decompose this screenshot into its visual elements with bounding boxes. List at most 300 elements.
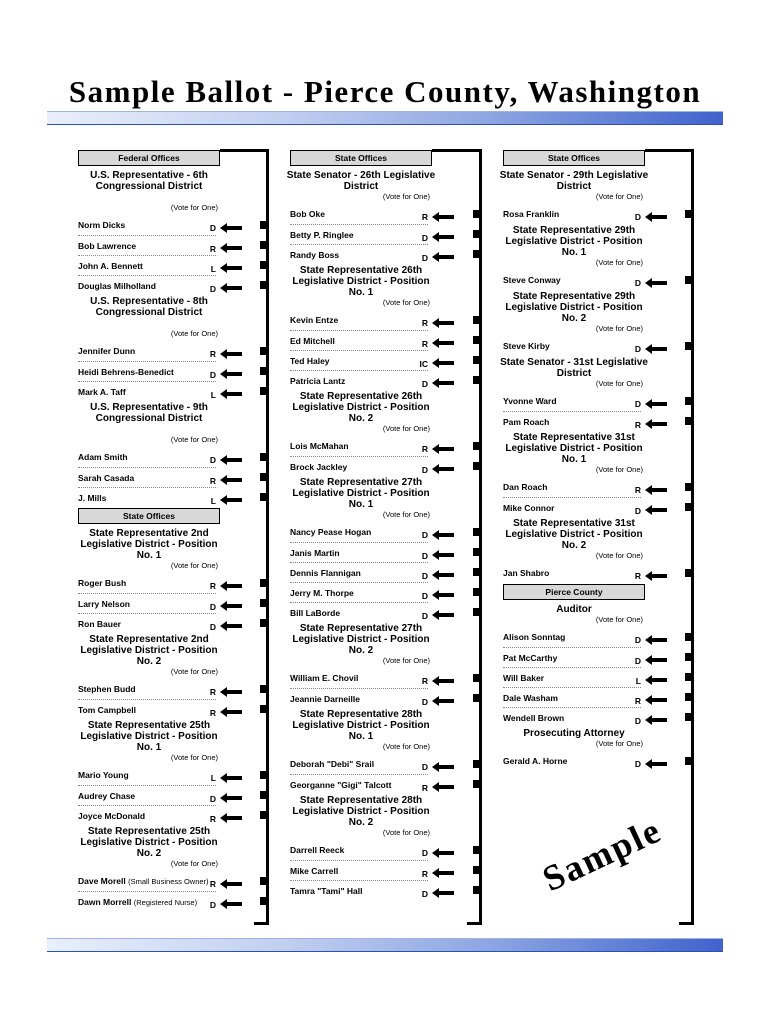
- candidate-name: [290, 754, 374, 774]
- candidate-row: [78, 699, 216, 720]
- candidate-name-text: Dale Washam: [503, 693, 558, 703]
- vote-arrow-icon[interactable]: [220, 704, 242, 714]
- race-title: State Representative 29th Legislative District - Position No. 1: [505, 225, 643, 258]
- vote-arrow-icon[interactable]: [432, 441, 454, 451]
- vote-arrow-icon[interactable]: [220, 770, 242, 780]
- party-code: R: [421, 212, 428, 222]
- party-code: R: [209, 476, 216, 486]
- column-tick-mark: [473, 568, 479, 576]
- vote-for-one-note: (Vote for One): [170, 561, 218, 570]
- vote-for-one-note: (Vote for One): [170, 435, 218, 444]
- party-code: R: [634, 696, 641, 706]
- candidate-name-text: Stephen Budd: [78, 684, 136, 694]
- candidate-row: [503, 204, 641, 224]
- vote-arrow-icon[interactable]: [432, 249, 454, 259]
- candidate-name-text: Steve Kirby: [503, 341, 550, 351]
- vote-arrow-icon[interactable]: [220, 240, 242, 250]
- candidate-name-text: Ed Mitchell: [290, 336, 335, 346]
- vote-arrow-icon[interactable]: [432, 229, 454, 239]
- party-code: R: [421, 339, 428, 349]
- party-code: R: [209, 581, 216, 591]
- vote-arrow-icon[interactable]: [432, 355, 454, 365]
- candidate-row: [78, 613, 216, 634]
- candidate-row: [78, 805, 216, 826]
- vote-arrow-icon[interactable]: [432, 527, 454, 537]
- vote-arrow-icon[interactable]: [220, 260, 242, 270]
- column-tick-mark: [685, 757, 691, 765]
- party-code: D: [421, 571, 428, 581]
- race-title: Prosecuting Attorney: [523, 728, 625, 739]
- section-header: State Offices: [290, 150, 432, 166]
- race-title: State Representative 2nd Legislative District - Position No. 1: [80, 528, 218, 561]
- party-code: R: [634, 420, 641, 430]
- vote-for-one-note: (Vote for One): [170, 329, 218, 338]
- vote-arrow-icon[interactable]: [220, 598, 242, 608]
- vote-arrow-icon[interactable]: [645, 341, 667, 351]
- vote-arrow-icon[interactable]: [220, 492, 242, 502]
- candidate-name: [78, 594, 130, 614]
- vote-arrow-icon[interactable]: [220, 452, 242, 462]
- vote-arrow-icon[interactable]: [645, 712, 667, 722]
- section-header: Pierce County: [503, 584, 645, 600]
- candidate-name: [78, 806, 145, 826]
- candidate-name-text: Betty P. Ringlee: [290, 230, 354, 240]
- vote-arrow-icon[interactable]: [645, 482, 667, 492]
- race-title: State Representative 25th Legislative District - Position No. 1: [80, 720, 218, 753]
- section-header: Federal Offices: [78, 150, 220, 166]
- candidate-name-text: Dennis Flannigan: [290, 568, 361, 578]
- vote-for-one-note: (Vote for One): [170, 667, 218, 676]
- vote-arrow-icon[interactable]: [432, 607, 454, 617]
- column-tick-mark: [473, 846, 479, 854]
- candidate-row: [78, 447, 216, 467]
- candidate-name-text: Dave Morell: [78, 876, 126, 886]
- candidate-row: [78, 891, 216, 912]
- section-header: State Offices: [78, 508, 220, 524]
- column-tick-mark: [473, 780, 479, 788]
- column-foot: [254, 922, 269, 925]
- vote-arrow-icon[interactable]: [220, 472, 242, 482]
- candidate-name-text: Gerald A. Horne: [503, 756, 568, 766]
- candidate-name-text: Darrell Reeck: [290, 845, 345, 855]
- vote-for-one-note: (Vote for One): [170, 753, 218, 762]
- vote-arrow-icon[interactable]: [432, 693, 454, 703]
- vote-arrow-icon[interactable]: [645, 672, 667, 682]
- candidate-name: [290, 371, 345, 391]
- column-tick-mark: [473, 548, 479, 556]
- party-code: D: [634, 278, 641, 288]
- column-tick-mark: [473, 356, 479, 364]
- vote-for-one-note: (Vote for One): [382, 742, 430, 751]
- vote-arrow-icon[interactable]: [432, 375, 454, 385]
- candidate-row: [290, 310, 428, 330]
- vote-arrow-icon[interactable]: [432, 335, 454, 345]
- candidate-name-text: Pam Roach: [503, 417, 550, 427]
- vote-arrow-icon[interactable]: [432, 547, 454, 557]
- candidate-name: [290, 204, 325, 224]
- party-code: D: [209, 455, 216, 465]
- party-code: R: [421, 869, 428, 879]
- party-code: D: [421, 762, 428, 772]
- candidate-name: [290, 522, 371, 542]
- vote-arrow-icon[interactable]: [645, 652, 667, 662]
- candidate-row: [503, 563, 641, 583]
- column-rule: [479, 149, 482, 925]
- vote-arrow-icon[interactable]: [645, 209, 667, 219]
- candidate-row: [290, 688, 428, 709]
- candidate-name-text: Douglas Milholland: [78, 281, 156, 291]
- candidate-name-text: Georganne "Gigi" Talcott: [290, 780, 392, 790]
- column-tick-mark: [260, 453, 266, 461]
- candidate-row: [503, 270, 641, 290]
- candidate-row: [290, 244, 428, 265]
- column-cap: [220, 149, 269, 152]
- candidate-name-text: Will Baker: [503, 673, 545, 683]
- vote-for-one-note: (Vote for One): [382, 510, 430, 519]
- vote-arrow-icon[interactable]: [432, 315, 454, 325]
- candidate-name: [78, 215, 125, 235]
- candidate-name: [503, 477, 547, 497]
- column-tick-mark: [260, 579, 266, 587]
- candidate-name-text: Roger Bush: [78, 578, 127, 588]
- candidate-name-text: Mike Connor: [503, 503, 555, 513]
- candidate-row: [78, 215, 216, 235]
- party-code: R: [209, 708, 216, 718]
- party-code: D: [421, 465, 428, 475]
- column-tick-mark: [260, 811, 266, 819]
- vote-arrow-icon[interactable]: [432, 845, 454, 855]
- vote-arrow-icon[interactable]: [432, 759, 454, 769]
- vote-arrow-icon[interactable]: [220, 220, 242, 230]
- vote-arrow-icon[interactable]: [220, 876, 242, 886]
- vote-arrow-icon[interactable]: [220, 684, 242, 694]
- candidate-row: [503, 707, 641, 728]
- column-tick-mark: [260, 347, 266, 355]
- column-tick-mark: [473, 210, 479, 218]
- candidate-name-text: Tamra "Tami" Hall: [290, 886, 363, 896]
- candidate-row: [78, 341, 216, 361]
- candidate-name-text: Lois McMahan: [290, 441, 349, 451]
- candidate-name-text: Mark A. Taff: [78, 387, 126, 397]
- candidate-name: [78, 488, 106, 508]
- vote-arrow-icon[interactable]: [220, 346, 242, 356]
- party-code: L: [210, 390, 216, 400]
- column-tick-mark: [260, 281, 266, 289]
- race-title: State Representative 31st Legislative District - Position No. 2: [505, 518, 643, 551]
- vote-arrow-icon[interactable]: [220, 896, 242, 906]
- candidate-row: [503, 647, 641, 668]
- party-code: R: [209, 349, 216, 359]
- candidate-row: [503, 477, 641, 497]
- candidate-row: [78, 467, 216, 488]
- candidate-row: [503, 497, 641, 518]
- candidate-name-text: Jan Shabro: [503, 568, 550, 578]
- vote-arrow-icon[interactable]: [220, 790, 242, 800]
- candidate-name-text: J. Mills: [78, 493, 107, 503]
- candidate-occupation: (Registered Nurse): [133, 898, 198, 907]
- column-tick-mark: [685, 569, 691, 577]
- candidate-name-text: Pat McCarthy: [503, 653, 558, 663]
- race-title: State Representative 26th Legislative District - Position No. 1: [292, 265, 430, 298]
- column-tick-mark: [260, 771, 266, 779]
- vote-for-one-note: (Vote for One): [382, 192, 430, 201]
- candidate-name-text: Ted Haley: [290, 356, 330, 366]
- column-tick-mark: [473, 588, 479, 596]
- candidate-name: [78, 236, 136, 256]
- column-tick-mark: [473, 608, 479, 616]
- column-tick-mark: [473, 230, 479, 238]
- candidate-name-text: Steve Conway: [503, 275, 561, 285]
- vote-arrow-icon[interactable]: [645, 275, 667, 285]
- party-code: L: [635, 676, 641, 686]
- column-foot: [467, 922, 482, 925]
- party-code: L: [210, 264, 216, 274]
- candidate-name-text: Jennifer Dunn: [78, 346, 136, 356]
- candidate-name-text: Patricia Lantz: [290, 376, 346, 386]
- candidate-row: [290, 562, 428, 583]
- vote-arrow-icon[interactable]: [432, 673, 454, 683]
- candidate-name-text: Adam Smith: [78, 452, 128, 462]
- party-code: R: [209, 879, 216, 889]
- party-code: IC: [419, 359, 428, 369]
- column-tick-mark: [473, 674, 479, 682]
- candidate-row: [290, 224, 428, 245]
- party-code: D: [634, 212, 641, 222]
- column-tick-mark: [260, 705, 266, 713]
- candidate-name: [290, 331, 335, 351]
- party-code: L: [210, 496, 216, 506]
- race-title: State Representative 27th Legislative District - Position No. 1: [292, 477, 430, 510]
- column-rule: [266, 149, 269, 925]
- candidate-row: [78, 235, 216, 256]
- candidate-name-text: Brock Jackley: [290, 462, 348, 472]
- candidate-row: [290, 840, 428, 860]
- column-tick-mark: [260, 493, 266, 501]
- party-code: D: [209, 284, 216, 294]
- party-code: L: [210, 773, 216, 783]
- party-code: D: [421, 551, 428, 561]
- candidate-name: [290, 457, 347, 477]
- vote-for-one-note: (Vote for One): [382, 828, 430, 837]
- candidate-name-text: Mario Young: [78, 770, 129, 780]
- party-code: D: [634, 656, 641, 666]
- column-tick-mark: [685, 693, 691, 701]
- column-tick-mark: [260, 897, 266, 905]
- race-title: State Representative 31st Legislative District - Position No. 1: [505, 432, 643, 465]
- vote-for-one-note: (Vote for One): [382, 424, 430, 433]
- candidate-row: [290, 522, 428, 542]
- candidate-name-text: Sarah Casada: [78, 473, 135, 483]
- party-code: D: [634, 399, 641, 409]
- candidate-name: [503, 708, 564, 728]
- candidate-row: [78, 785, 216, 806]
- vote-arrow-icon[interactable]: [220, 386, 242, 396]
- vote-for-one-note: (Vote for One): [595, 615, 643, 624]
- vote-arrow-icon[interactable]: [432, 209, 454, 219]
- candidate-row: [78, 593, 216, 614]
- candidate-row: [290, 350, 428, 371]
- party-code: D: [421, 611, 428, 621]
- column-tick-mark: [685, 633, 691, 641]
- vote-for-one-note: (Vote for One): [382, 656, 430, 665]
- vote-arrow-icon[interactable]: [432, 865, 454, 875]
- race-title: State Representative 28th Legislative District - Position No. 2: [292, 795, 430, 828]
- candidate-row: [503, 336, 641, 356]
- vote-arrow-icon[interactable]: [432, 779, 454, 789]
- column-tick-mark: [260, 619, 266, 627]
- vote-for-one-note: (Vote for One): [170, 859, 218, 868]
- candidate-name: [78, 276, 156, 296]
- vote-arrow-icon[interactable]: [432, 567, 454, 577]
- party-code: D: [634, 635, 641, 645]
- candidate-name-text: Mike Carrell: [290, 866, 339, 876]
- column-tick-mark: [473, 528, 479, 536]
- race-title: State Representative 25th Legislative District - Position No. 2: [80, 826, 218, 859]
- vote-arrow-icon[interactable]: [645, 396, 667, 406]
- candidate-name: [503, 336, 550, 356]
- vote-arrow-icon[interactable]: [220, 618, 242, 628]
- column-tick-mark: [473, 866, 479, 874]
- race-title: State Representative 28th Legislative District - Position No. 1: [292, 709, 430, 742]
- column-tick-mark: [473, 336, 479, 344]
- candidate-name: [78, 447, 128, 467]
- column-tick-mark: [260, 473, 266, 481]
- column-tick-mark: [685, 653, 691, 661]
- column-tick-mark: [260, 221, 266, 229]
- candidate-row: [503, 667, 641, 688]
- race-title: State Representative 29th Legislative District - Position No. 2: [505, 291, 643, 324]
- vote-arrow-icon[interactable]: [220, 578, 242, 588]
- party-code: R: [209, 244, 216, 254]
- candidate-row: [290, 456, 428, 477]
- party-code: D: [421, 889, 428, 899]
- party-code: D: [421, 379, 428, 389]
- candidate-name-text: Dan Roach: [503, 482, 548, 492]
- candidate-name: [503, 688, 558, 708]
- candidate-name: [503, 498, 554, 518]
- vote-arrow-icon[interactable]: [645, 632, 667, 642]
- vote-arrow-icon[interactable]: [645, 416, 667, 426]
- race-title: State Representative 2nd Legislative District - Position No. 2: [80, 634, 218, 667]
- candidate-name: [503, 204, 559, 224]
- candidate-name-text: Randy Boss: [290, 250, 340, 260]
- candidate-name: [78, 362, 174, 382]
- candidate-row: [290, 668, 428, 688]
- vote-arrow-icon[interactable]: [432, 885, 454, 895]
- candidate-name: [503, 751, 567, 771]
- sample-watermark: Sample: [536, 809, 668, 900]
- column-tick-mark: [260, 791, 266, 799]
- column-tick-mark: [473, 886, 479, 894]
- column-tick-mark: [685, 713, 691, 721]
- column-tick-mark: [473, 316, 479, 324]
- candidate-row: [78, 361, 216, 382]
- vote-arrow-icon[interactable]: [432, 587, 454, 597]
- column-tick-mark: [260, 387, 266, 395]
- vote-for-one-note: (Vote for One): [595, 192, 643, 201]
- party-code: D: [634, 716, 641, 726]
- candidate-name: [290, 245, 339, 265]
- candidate-name-text: Yvonne Ward: [503, 396, 557, 406]
- vote-for-one-note: (Vote for One): [595, 324, 643, 333]
- column-tick-mark: [260, 685, 266, 693]
- candidate-name: [503, 627, 565, 647]
- column-tick-mark: [473, 694, 479, 702]
- race-title: U.S. Representative - 8th Congressional District: [90, 296, 208, 318]
- candidate-name-text: Deborah "Debi" Srail: [290, 759, 375, 769]
- candidate-name: [290, 861, 338, 881]
- party-code: R: [421, 318, 428, 328]
- candidate-name: [78, 700, 136, 720]
- vote-arrow-icon[interactable]: [220, 810, 242, 820]
- candidate-name: [78, 871, 209, 892]
- title-band: [47, 111, 723, 125]
- candidate-row: [78, 765, 216, 785]
- vote-arrow-icon[interactable]: [645, 756, 667, 766]
- candidate-name: [290, 840, 344, 860]
- ballot-title: Sample Ballot - Pierce County, Washington: [68, 74, 702, 109]
- vote-for-one-note: (Vote for One): [595, 551, 643, 560]
- candidate-row: [290, 860, 428, 881]
- candidate-row: [503, 391, 641, 411]
- vote-arrow-icon[interactable]: [645, 692, 667, 702]
- candidate-name: [503, 412, 549, 432]
- candidate-name-text: Jeannie Darneille: [290, 694, 360, 704]
- vote-arrow-icon[interactable]: [220, 366, 242, 376]
- vote-for-one-note: (Vote for One): [170, 203, 218, 212]
- candidate-name: [290, 436, 349, 456]
- vote-arrow-icon[interactable]: [220, 280, 242, 290]
- candidate-name: [290, 225, 354, 245]
- party-code: R: [634, 571, 641, 581]
- footer-band: [47, 938, 723, 952]
- party-code: D: [634, 344, 641, 354]
- party-code: D: [421, 848, 428, 858]
- candidate-row: [78, 679, 216, 699]
- candidate-occupation: (Small Business Owner): [128, 877, 209, 886]
- party-code: D: [209, 602, 216, 612]
- candidate-name-text: Ron Bauer: [78, 619, 121, 629]
- race-title: State Senator - 29th Legislative District: [499, 170, 649, 192]
- candidate-name-text: William E. Chovil: [290, 673, 359, 683]
- candidate-row: [503, 627, 641, 647]
- candidate-name: [78, 679, 136, 699]
- vote-arrow-icon[interactable]: [432, 461, 454, 471]
- column-tick-mark: [685, 342, 691, 350]
- vote-arrow-icon[interactable]: [645, 568, 667, 578]
- candidate-name: [290, 563, 361, 583]
- candidate-name-text: Bob Oke: [290, 209, 325, 219]
- party-code: R: [421, 676, 428, 686]
- party-code: D: [421, 530, 428, 540]
- vote-arrow-icon[interactable]: [645, 502, 667, 512]
- candidate-name: [78, 382, 126, 402]
- candidate-name: [78, 256, 143, 276]
- column-tick-mark: [685, 503, 691, 511]
- party-code: D: [421, 233, 428, 243]
- candidate-row: [78, 381, 216, 402]
- candidate-name: [290, 543, 340, 563]
- column-tick-mark: [260, 599, 266, 607]
- candidate-name: [78, 573, 126, 593]
- candidate-name-text: John A. Bennett: [78, 261, 143, 271]
- column-tick-mark: [685, 673, 691, 681]
- candidate-row: [290, 436, 428, 456]
- candidate-name: [503, 668, 544, 688]
- party-code: D: [209, 622, 216, 632]
- column-tick-mark: [260, 241, 266, 249]
- party-code: D: [209, 794, 216, 804]
